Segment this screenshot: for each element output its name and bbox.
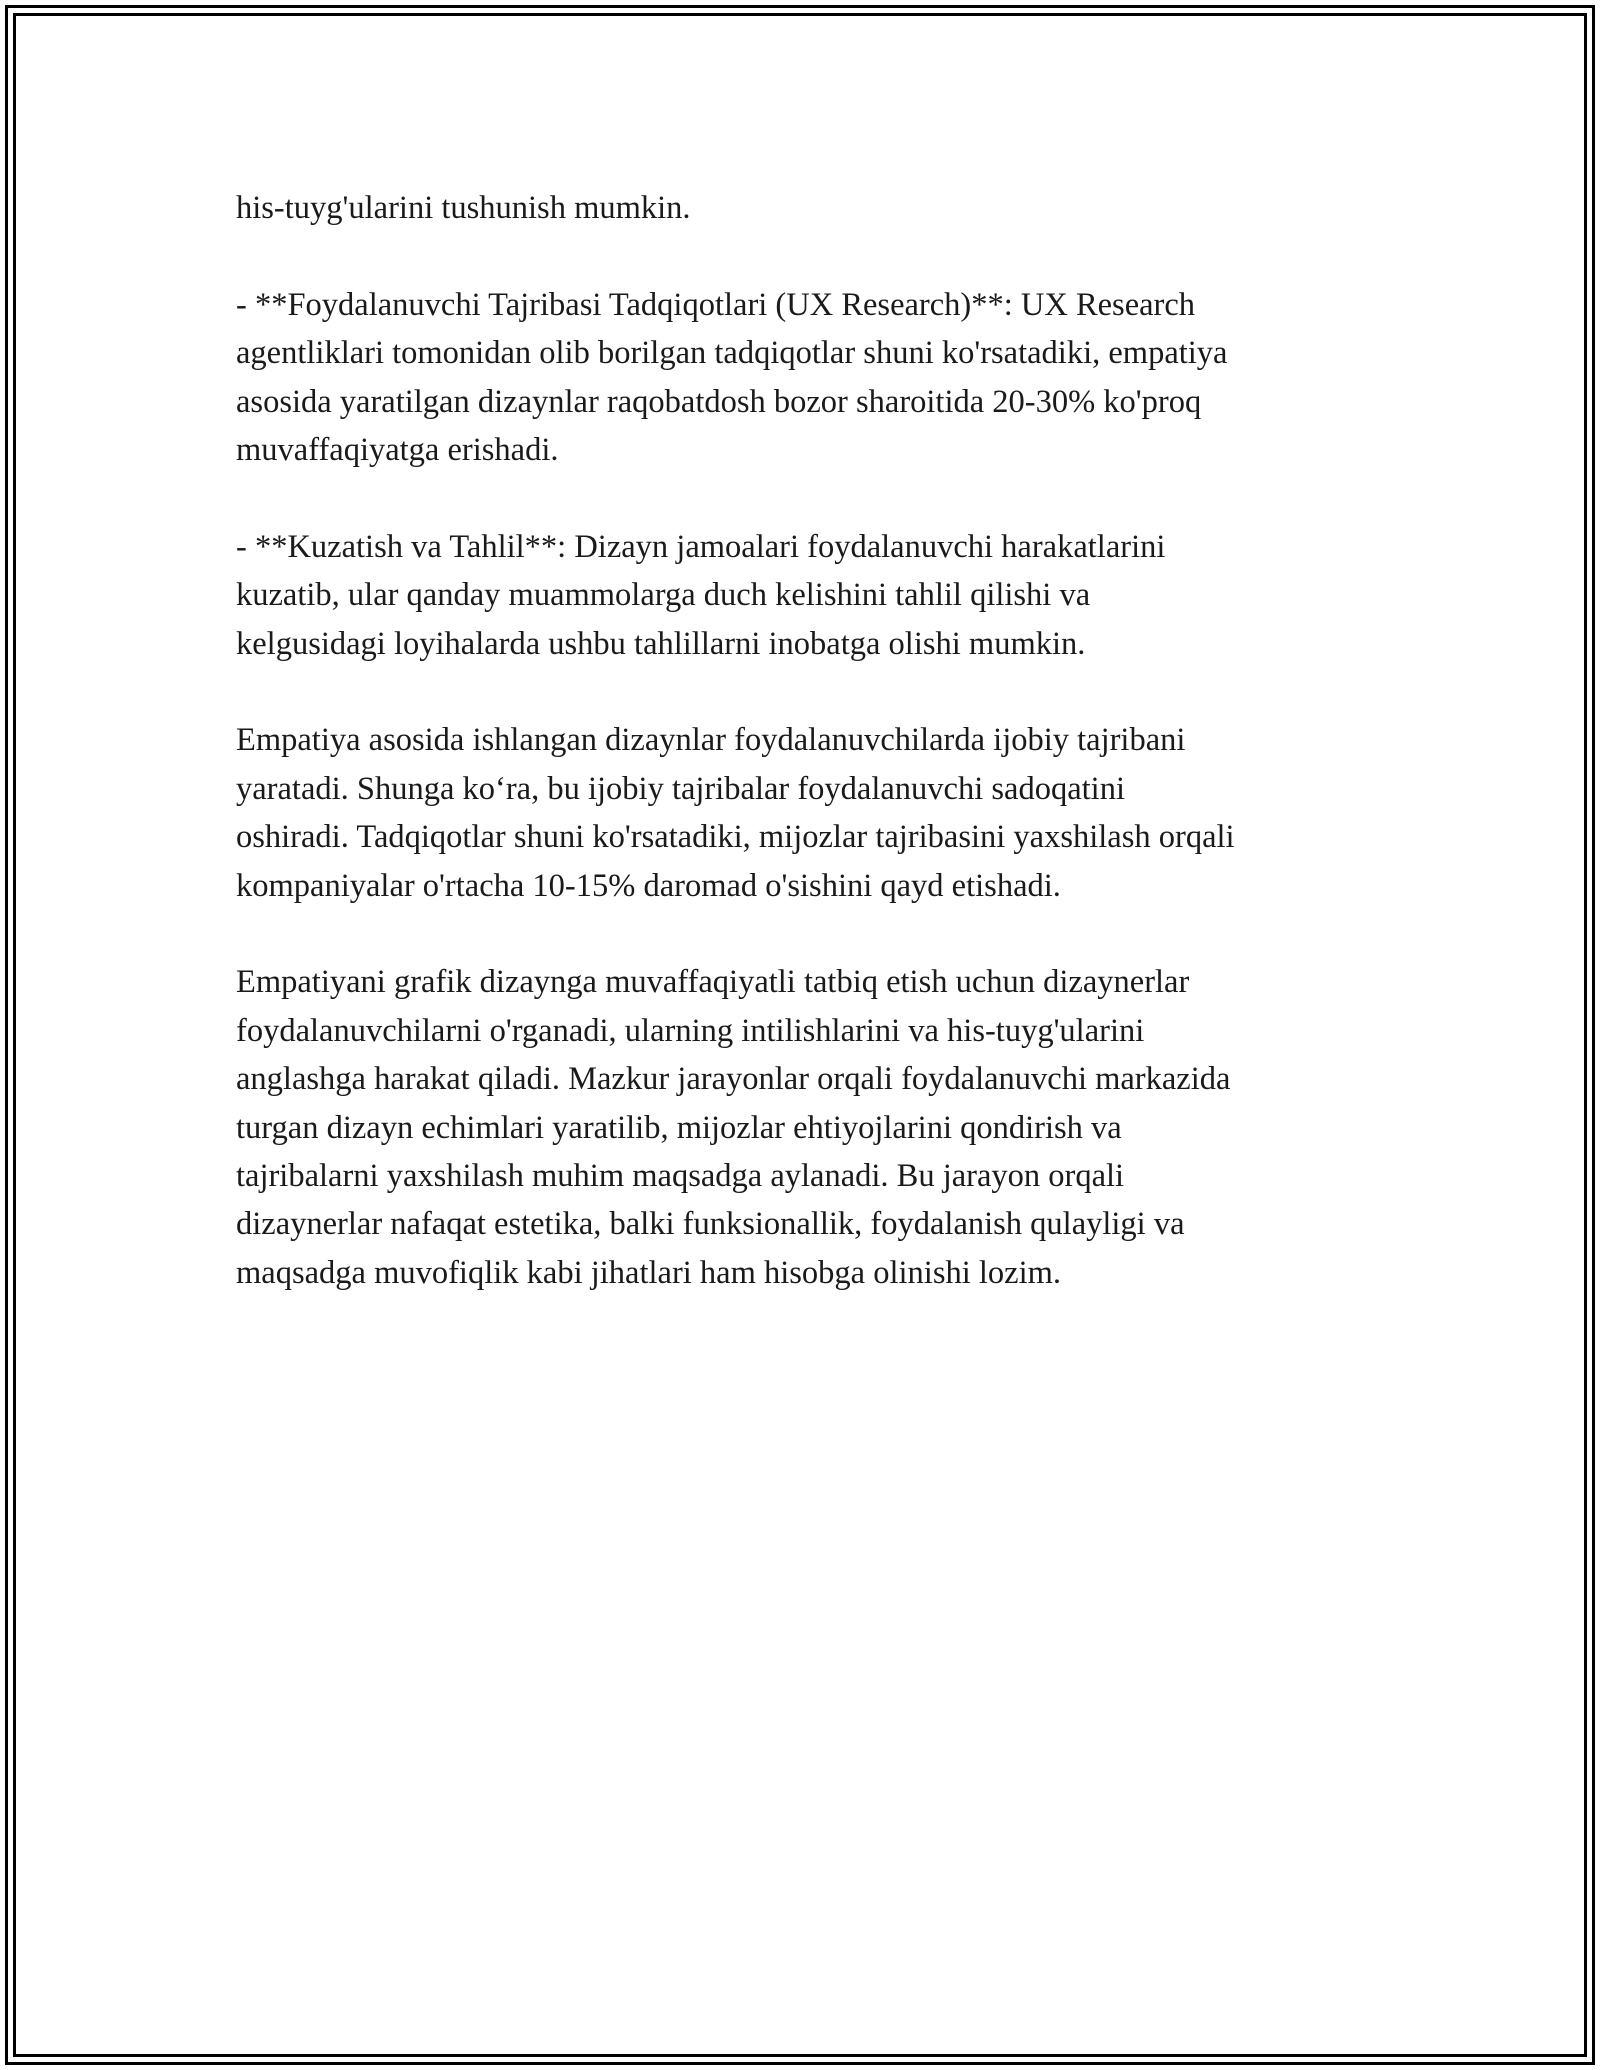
- text-line: kelgusidagi loyihalarda ushbu tahlillarni inobatga olishi mumkin.: [236, 625, 1086, 662]
- text-line: - **Kuzatish va Tahlil**: Dizayn jamoalari foydalanuvchi harakatlarini: [236, 528, 1166, 565]
- text-line: muvaffaqiyatga erishadi.: [236, 432, 559, 469]
- text-line: turgan dizayn echimlari yaratilib, mijozlar ehtiyojlarini qondirish va: [236, 1109, 1122, 1146]
- text-line: tajribalarni yaxshilash muhim maqsadga aylanadi. Bu jarayon orqali: [236, 1158, 1125, 1195]
- text-line: kompaniyalar o'rtacha 10-15% daromad o'sishini qayd etishadi.: [236, 867, 1061, 904]
- paragraph-kuzatish-tahlil: [236, 523, 1376, 668]
- text-line: dizaynerlar nafaqat estetika, balki funksionallik, foydalanish qulayligi va: [236, 1206, 1185, 1243]
- text-line: Empatiyani grafik dizaynga muvaffaqiyatli tatbiq etish uchun dizaynerlar: [236, 964, 1190, 1001]
- text-line: oshiradi. Tadqiqotlar shuni ko'rsatadiki, mijozlar tajribasini yaxshilash orqali: [236, 819, 1235, 856]
- text-line: maqsadga muvofiqlik kabi jihatlari ham hisobga olinishi lozim.: [236, 1254, 1062, 1291]
- text-line: Empatiya asosida ishlangan dizaynlar foydalanuvchilarda ijobiy tajribani: [236, 722, 1186, 759]
- paragraph-grafik-dizayn: [236, 958, 1376, 1297]
- text-line: agentliklari tomonidan olib borilgan tadqiqotlar shuni ko'rsatadiki, empatiya: [236, 335, 1228, 372]
- text-line: his-tuyg'ularini tushunish mumkin.: [236, 190, 691, 226]
- paragraph-ux-research: [236, 281, 1376, 475]
- paragraph-empatiya-tajriba: [236, 716, 1376, 910]
- text-line: anglashga harakat qiladi. Mazkur jarayonlar orqali foydalanuvchi markazida: [236, 1061, 1231, 1098]
- text-line: foydalanuvchilarni o'rganadi, ularning intilishlarini va his-tuyg'ularini: [236, 1012, 1145, 1049]
- text-line: yaratadi. Shunga ko‘ra, bu ijobiy tajribalar foydalanuvchi sadoqatini: [236, 770, 1125, 807]
- document-body: [236, 184, 1376, 1346]
- paragraph-continuation: [236, 184, 1376, 232]
- text-line: kuzatib, ular qanday muammolarga duch kelishini tahlil qilishi va: [236, 577, 1091, 614]
- text-line: asosida yaratilgan dizaynlar raqobatdosh bozor sharoitida 20-30% ko'proq: [236, 383, 1202, 420]
- text-line: - **Foydalanuvchi Tajribasi Tadqiqotlari (UX Research)**: UX Research: [236, 286, 1196, 323]
